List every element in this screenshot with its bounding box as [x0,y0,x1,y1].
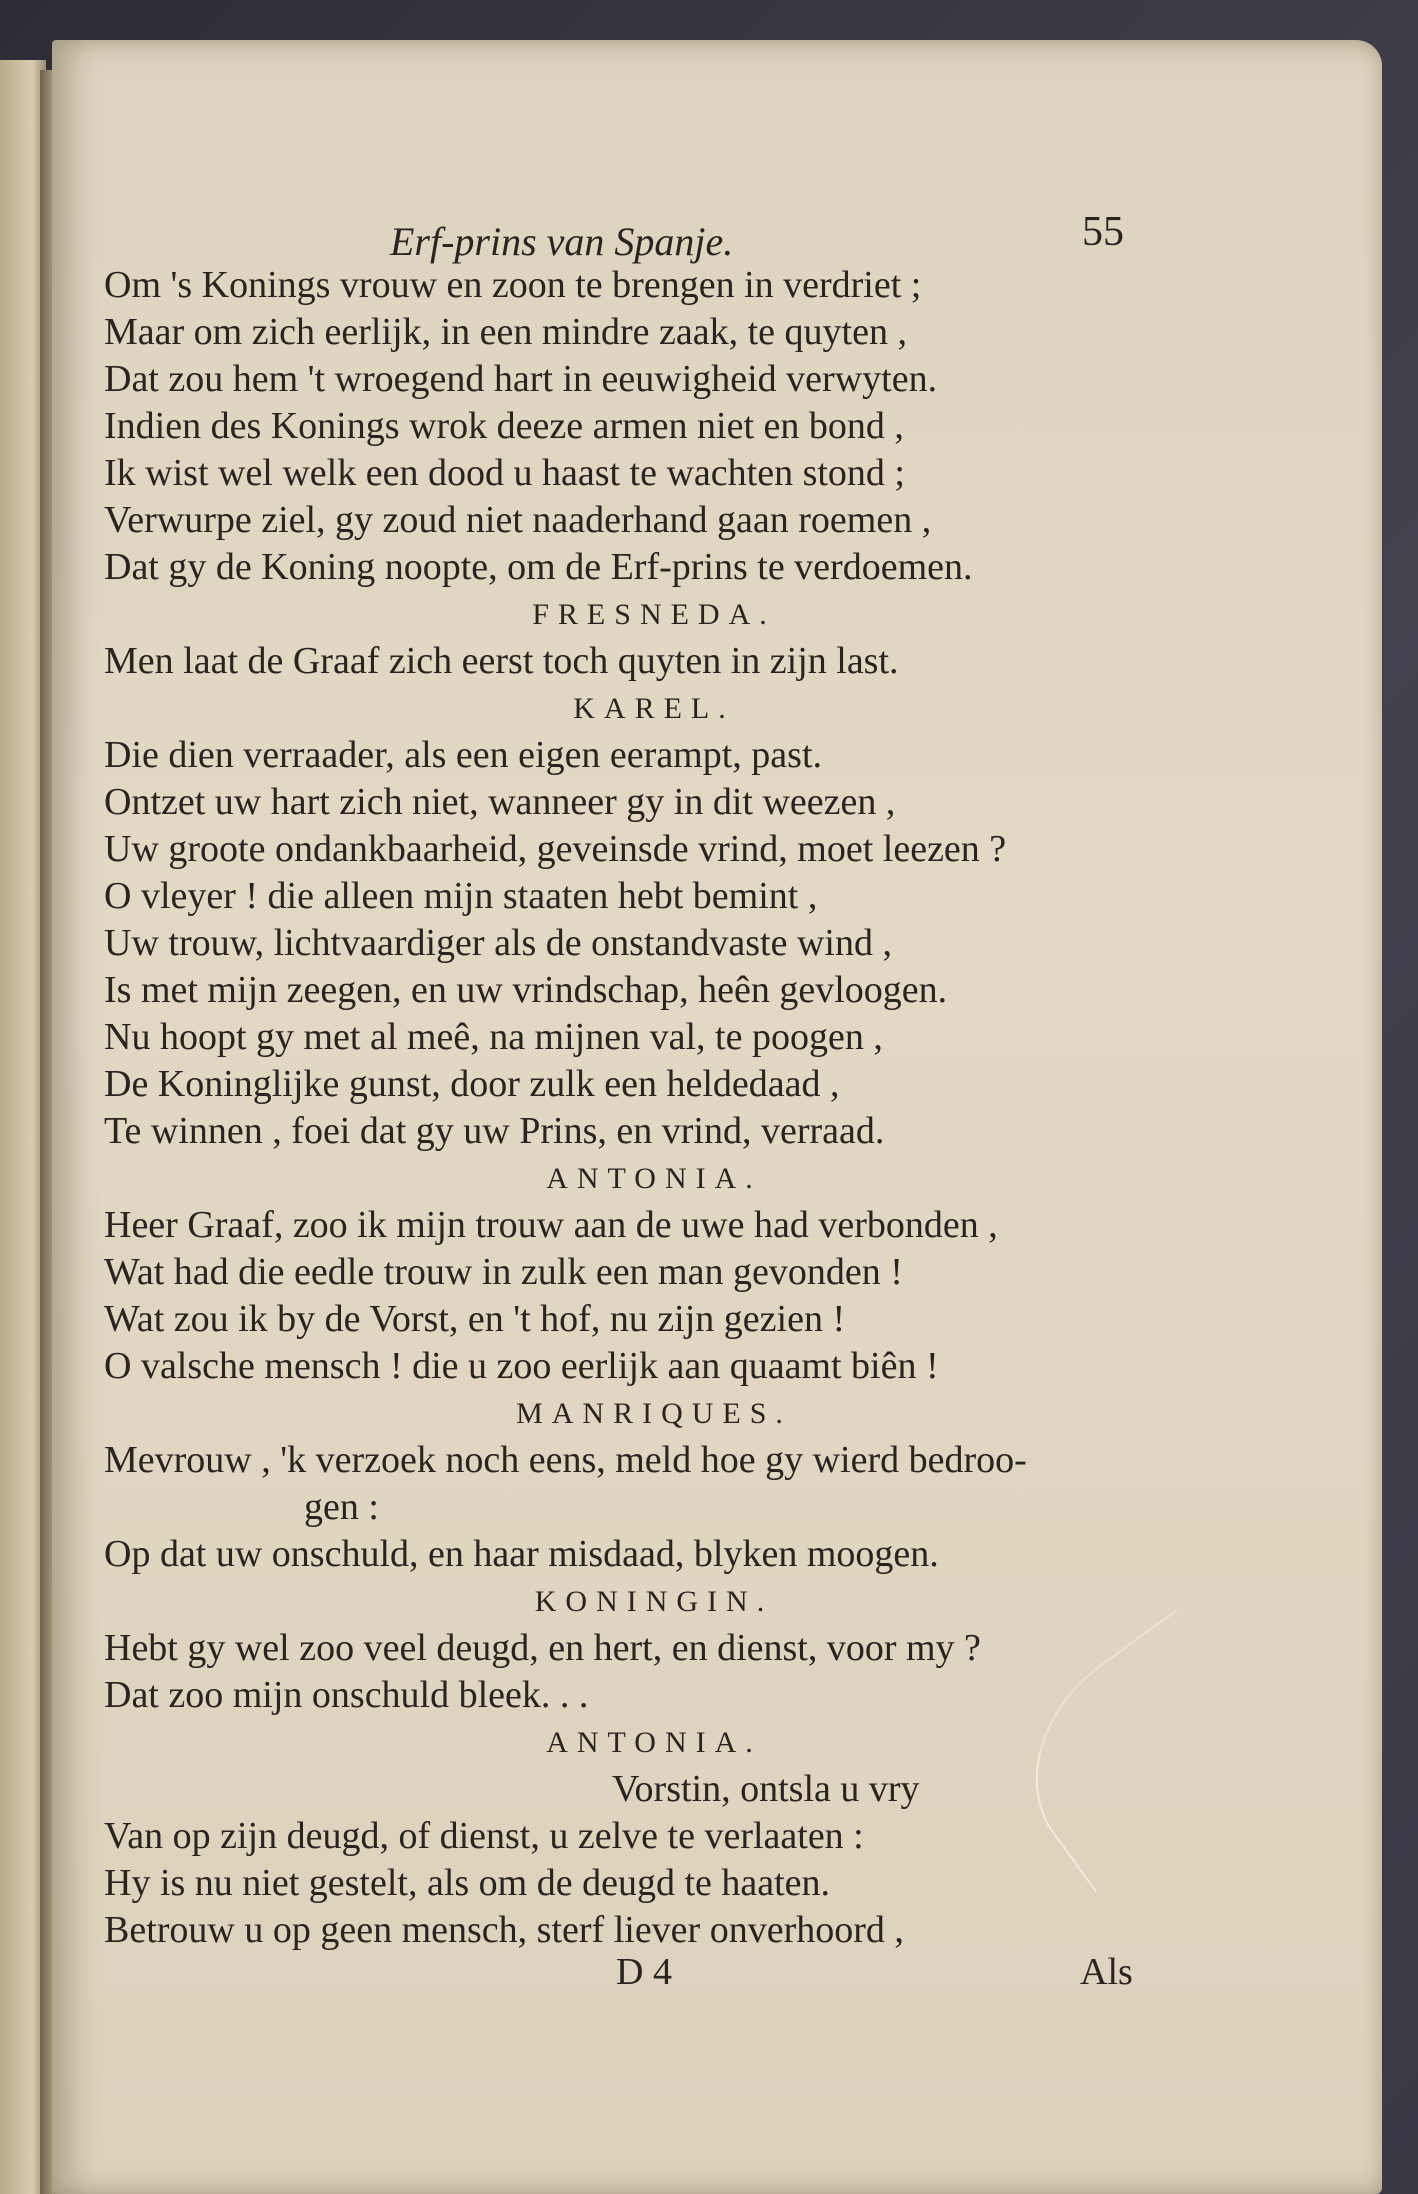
verse-line: Vorstin, ontsla u vry [612,1768,920,1810]
speaker-name: KONINGIN. [534,1585,774,1618]
verse-line: Van op zijn deugd, of dienst, u zelve te verlaaten : [104,1815,864,1857]
play-text [104,262,1164,1954]
verse-line: Mevrouw , 'k verzoek noch eens, meld hoe gy wierd bedroo- [104,1439,1027,1481]
verse-line: Te winnen , foei dat gy uw Prins, en vrind, verraad. [104,1110,885,1152]
verse-line: Uw groote ondankbaarheid, geveinsde vrind, moet leezen ? [104,828,1007,870]
verse-line: Op dat uw onschuld, en haar misdaad, blyken moogen. [104,1533,939,1575]
verse-line: Die dien verraader, als een eigen eerampt, past. [104,734,823,776]
page-number: 55 [1082,209,1124,255]
verse-line: Ik wist wel welk een dood u haast te wachten stond ; [104,452,905,494]
verse-line: De Koninglijke gunst, door zulk een heldedaad , [104,1063,840,1105]
signature-mark: D 4 [616,1951,672,1993]
verse-line: O valsche mensch ! die u zoo eerlijk aan quaamt biên ! [104,1345,939,1387]
verse-line: Is met mijn zeegen, en uw vrindschap, heên gevloogen. [104,969,948,1011]
running-title: Erf-prins van Spanje. [390,219,734,264]
verse-line: Dat zoo mijn onschuld bleek. . . [104,1674,589,1716]
catchword: Als [1080,1951,1133,1993]
speaker-name: MANRIQUES. [516,1397,792,1430]
speaker-name: KAREL. [573,692,735,725]
verse-line: Wat zou ik by de Vorst, en 't hof, nu zijn gezien ! [104,1298,846,1340]
verse-line: O vleyer ! die alleen mijn staaten hebt bemint , [104,875,818,917]
verse-line: Wat had die eedle trouw in zulk een man gevonden ! [104,1251,903,1293]
verse-line: Hy is nu niet gestelt, als om de deugd te haaten. [104,1862,831,1904]
verse-line: Maar om zich eerlijk, in een mindre zaak, te quyten , [104,311,907,353]
verse-continuation: gen : [304,1486,379,1528]
verse-line: Uw trouw, lichtvaardiger als de onstandvaste wind , [104,922,892,964]
verse-line: Men laat de Graaf zich eerst toch quyten in zijn last. [104,640,899,682]
verse-line: Heer Graaf, zoo ik mijn trouw aan de uwe had verbonden , [104,1204,998,1246]
verse-line: Dat zou hem 't wroegend hart in eeuwigheid verwyten. [104,358,938,400]
verse-line: Nu hoopt gy met al meê, na mijnen val, te poogen , [104,1016,883,1058]
verse-line: Betrouw u op geen mensch, sterf liever onverhoord , [104,1909,904,1951]
verse-line: Dat gy de Koning noopte, om de Erf-prins te verdoemen. [104,546,973,588]
verse-line: Verwurpe ziel, gy zoud niet naaderhand gaan roemen , [104,499,932,541]
verse-line: Om 's Konings vrouw en zoon te brengen in verdriet ; [104,264,922,306]
speaker-name: FRESNEDA. [532,598,776,631]
speaker-name: ANTONIA. [546,1162,762,1195]
verse-line: Indien des Konings wrok deeze armen niet en bond , [104,405,904,447]
verse-line: Hebt gy wel zoo veel deugd, en hert, en dienst, voor my ? [104,1627,981,1669]
speaker-name: ANTONIA. [546,1726,762,1759]
verse-line: Ontzet uw hart zich niet, wanneer gy in dit weezen , [104,781,896,823]
